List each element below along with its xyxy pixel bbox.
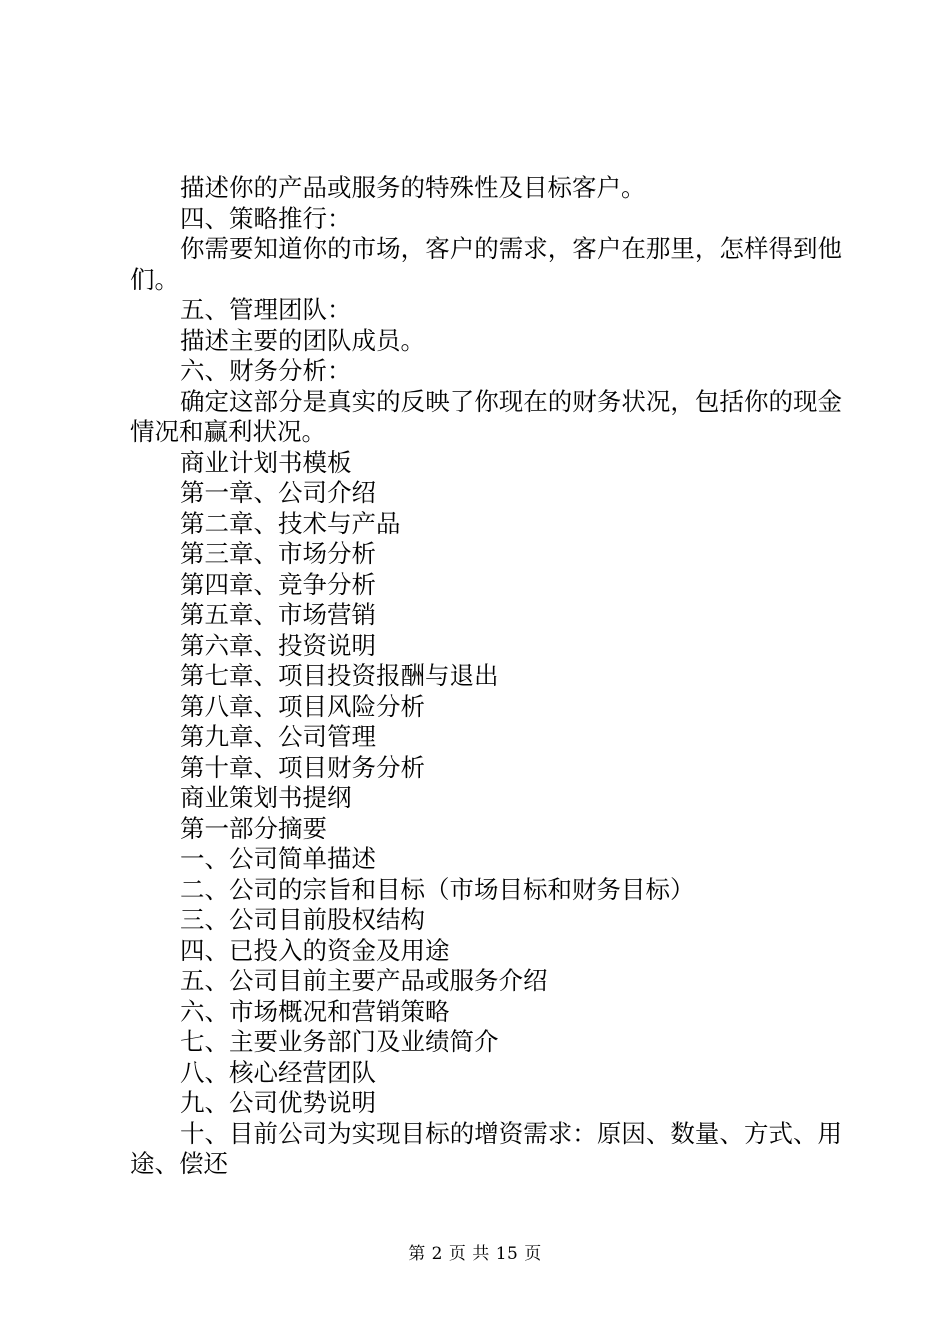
paragraph: 确定这部分是真实的反映了你现在的财务状况，包括你的现金情况和赢利状况。 <box>130 386 842 446</box>
chapter-item: 第六章、投资说明 <box>180 630 376 660</box>
outline-title: 商业策划书提纲 <box>180 783 352 812</box>
section-heading: 四、策略推行： <box>180 203 352 233</box>
chapter-item: 第四章、竞争分析 <box>180 569 376 599</box>
list-item: 二、公司的宗旨和目标（市场目标和财务目标） <box>180 874 695 904</box>
list-item: 十、目前公司为实现目标的增资需求：原因、数量、方式、用途、偿还 <box>130 1118 842 1178</box>
list-item: 八、核心经营团队 <box>180 1057 376 1087</box>
section-heading: 五、管理团队： <box>180 295 352 324</box>
section-heading: 六、财务分析： <box>180 356 352 385</box>
list-item: 六、市场概况和营销策略 <box>180 996 450 1026</box>
document-body <box>130 173 842 1180</box>
page-number: 第 2 页 共 15 页 <box>408 1244 542 1264</box>
list-item: 四、已投入的资金及用途 <box>180 935 450 965</box>
chapter-item: 第五章、市场营销 <box>180 600 376 629</box>
list-item: 九、公司优势说明 <box>180 1088 376 1117</box>
list-item: 七、主要业务部门及业绩简介 <box>180 1027 499 1056</box>
part-heading: 第一部分摘要 <box>180 813 327 843</box>
list-item: 一、公司简单描述 <box>180 844 376 873</box>
chapter-item: 第三章、市场分析 <box>180 539 376 568</box>
paragraph: 你需要知道你的市场，客户的需求，客户在那里，怎样得到他们。 <box>130 234 842 294</box>
chapter-item: 第二章、技术与产品 <box>180 508 401 538</box>
chapter-item: 第十章、项目财务分析 <box>180 752 425 782</box>
paragraph: 描述主要的团队成员。 <box>180 325 425 355</box>
list-item: 五、公司目前主要产品或服务介绍 <box>180 966 548 995</box>
list-item: 三、公司目前股权结构 <box>180 905 425 934</box>
chapter-item: 第七章、项目投资报酬与退出 <box>180 661 499 690</box>
paragraph: 描述你的产品或服务的特殊性及目标客户。 <box>180 173 646 202</box>
chapter-item: 第九章、公司管理 <box>180 722 376 751</box>
chapter-item: 第八章、项目风险分析 <box>180 691 425 721</box>
chapter-item: 第一章、公司介绍 <box>180 478 376 507</box>
outline-title: 商业计划书模板 <box>180 447 352 477</box>
